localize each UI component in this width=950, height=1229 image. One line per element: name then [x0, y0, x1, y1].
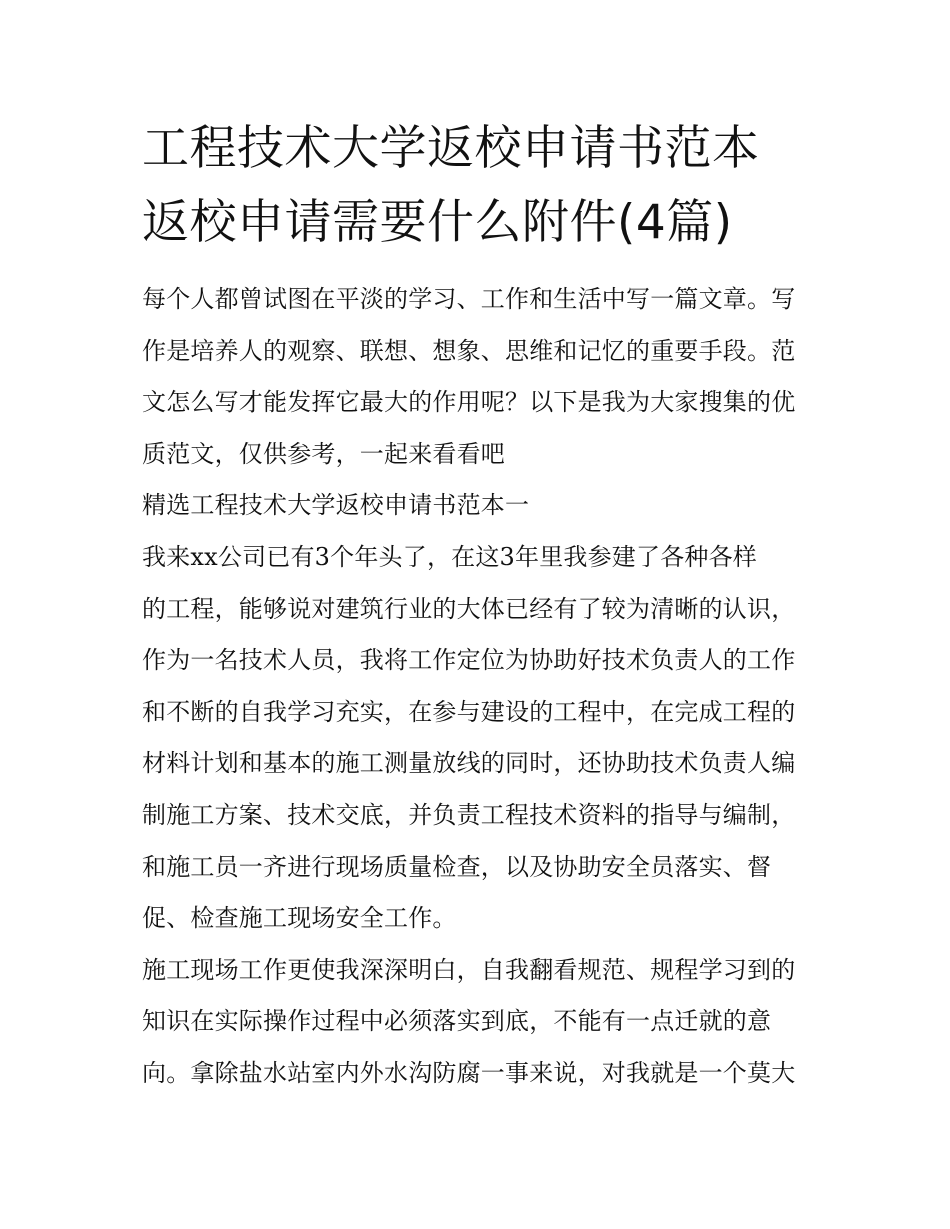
text-line: 作为一名技术人员，我将工作定位为协助好技术负责人的工作 [142, 646, 796, 675]
document-body [142, 274, 812, 1100]
text-line: 的工程，能够说对建筑行业的大体已经有了较为清晰的认识， [142, 594, 796, 623]
title-line-1: 工程技术大学返校申请书范本 [142, 121, 760, 176]
text-line: 施工现场工作更使我深深明白，自我翻看规范、规程学习到的 [142, 955, 796, 984]
text-line: 作是培养人的观察、联想、想象、思维和记忆的重要手段。范 [142, 336, 796, 365]
text-line: 和施工员一齐进行现场质量检查，以及协助安全员落实、督 [142, 852, 772, 881]
text-line: 知识在实际操作过程中必须落实到底，不能有一点迁就的意 [142, 1007, 772, 1036]
text-line: 质范文，仅供参考，一起来看看吧 [142, 439, 505, 468]
body-paragraph-2 [142, 945, 812, 1100]
text-line: 向。拿除盐水站室内外水沟防腐一事来说，对我就是一个莫大 [142, 1058, 796, 1087]
text-line: 材料计划和基本的施工测量放线的同时，还协助技术负责人编 [142, 749, 796, 778]
title-line-2: 返校申请需要什么附件(4篇) [142, 195, 733, 250]
text-line: 我来xx公司已有3个年头了，在这3年里我参建了各种各样 [142, 542, 758, 571]
text-line: 每个人都曾试图在平淡的学习、工作和生活中写一篇文章。写 [142, 285, 796, 313]
section-heading [142, 480, 812, 532]
text-line: 制施工方案、技术交底，并负责工程技术资料的指导与编制， [142, 800, 796, 829]
text-line: 和不断的自我学习充实，在参与建设的工程中，在完成工程的 [142, 697, 796, 726]
text-line: 文怎么写才能发挥它最大的作用呢？以下是我为大家搜集的优 [142, 388, 796, 417]
body-paragraph-1 [142, 532, 812, 945]
document-title [142, 112, 812, 260]
document-content [142, 112, 812, 1100]
text-line: 精选工程技术大学返校申请书范本一 [142, 491, 530, 520]
intro-paragraph [142, 274, 812, 480]
text-line: 促、检查施工现场安全工作。 [142, 904, 457, 933]
